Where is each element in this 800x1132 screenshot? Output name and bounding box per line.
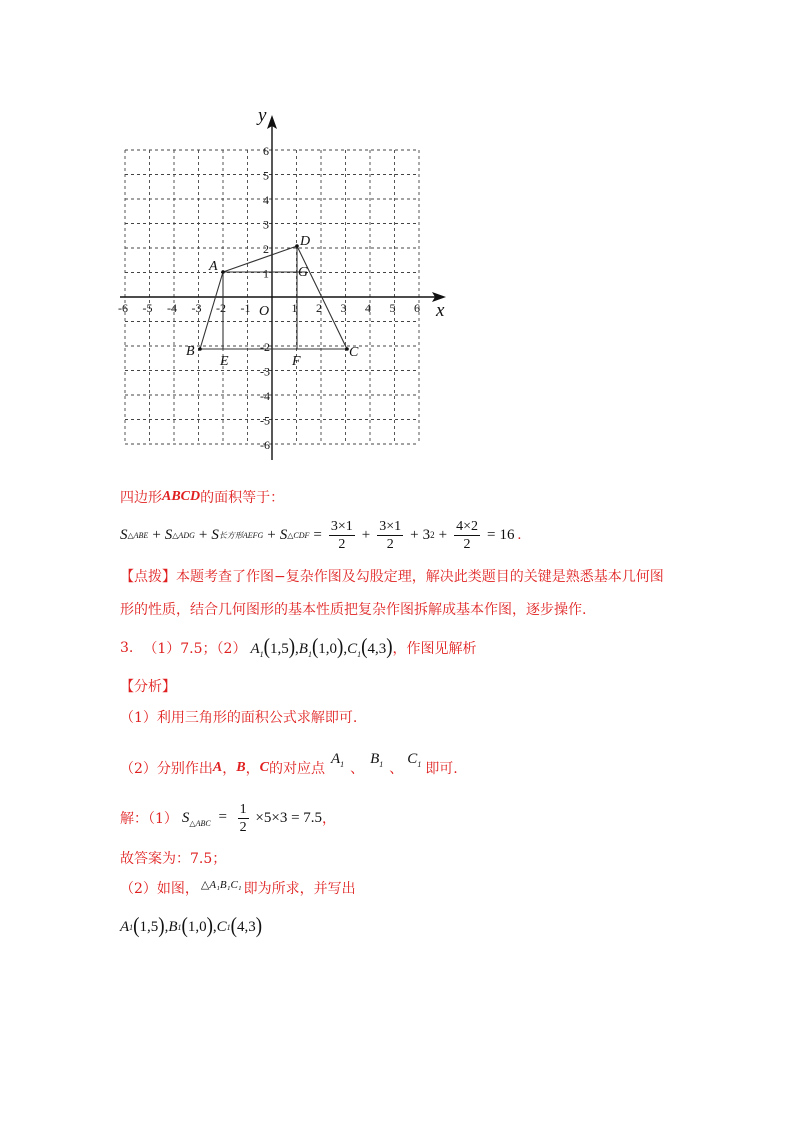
x-tick-label: -1 bbox=[240, 301, 251, 315]
axes bbox=[120, 105, 446, 460]
tick-labels bbox=[118, 144, 420, 452]
solution-fraction bbox=[238, 801, 249, 836]
point-a bbox=[221, 270, 225, 274]
area-symbol-2: S bbox=[164, 526, 173, 543]
answer-text: 故答案为：7.5； bbox=[120, 851, 227, 867]
solution-frac-num: 1 bbox=[239, 801, 247, 817]
area-sub-4: △CDF bbox=[287, 530, 310, 540]
part-2-post: 即为所求，并写出 bbox=[243, 881, 356, 897]
fraction-4-num: 4×2 bbox=[456, 518, 478, 534]
analysis-2-sep-1: ， bbox=[222, 761, 237, 777]
area-symbol-3: S bbox=[211, 526, 219, 543]
coord-a1-sub: 1 bbox=[259, 650, 264, 659]
equals-2: = bbox=[487, 526, 496, 543]
analysis-2-sep-2: ， bbox=[245, 761, 260, 777]
label-a: A bbox=[209, 259, 218, 274]
label-f: F bbox=[292, 354, 301, 369]
x-axis-label: x bbox=[436, 300, 445, 321]
coordinate-grid-figure bbox=[0, 0, 800, 470]
fraction-2-num: 3×1 bbox=[379, 518, 402, 534]
analysis-2-c1-letter: C bbox=[407, 751, 418, 767]
question-3-tail: ，作图见解析 bbox=[392, 641, 477, 657]
plus-6: + bbox=[438, 526, 448, 543]
y-tick-label: -4 bbox=[260, 389, 270, 403]
x-tick-label: -2 bbox=[216, 301, 226, 315]
coord-c1-sub: 1 bbox=[357, 650, 362, 659]
final-a1-sub: 1 bbox=[129, 922, 134, 932]
part-2-pre: （2）如图， bbox=[120, 881, 199, 897]
y-tick-label: 2 bbox=[263, 242, 269, 256]
analysis-2-end: 即可. bbox=[425, 761, 458, 777]
solution-end: ， bbox=[322, 811, 337, 827]
coord-b1: B bbox=[298, 641, 308, 657]
x-tick-label: 6 bbox=[414, 301, 420, 315]
analysis-2-c1 bbox=[407, 751, 421, 769]
solution-frac-den: 2 bbox=[239, 819, 247, 835]
question-3-answer bbox=[120, 631, 477, 665]
origin-label: O bbox=[259, 304, 270, 319]
plus-5: + bbox=[410, 526, 419, 543]
hint-line-1 bbox=[120, 562, 664, 590]
fraction-4 bbox=[454, 518, 480, 553]
analysis-title-text: 【分析】 bbox=[120, 679, 176, 695]
x-tick-label: 1 bbox=[291, 301, 298, 315]
coords-line-1: $A_1(1,5),B_1(1,0),C_1(4,3)$ bbox=[250, 635, 393, 660]
analysis-2-pre: （2）分别作出 bbox=[120, 761, 213, 777]
y-tick-label: -6 bbox=[260, 438, 270, 452]
analysis-2-a1-letter: A bbox=[330, 751, 341, 767]
analysis-2-b: B bbox=[236, 760, 246, 775]
analysis-2-b1-letter: B bbox=[370, 751, 380, 767]
question-3-part1: （1）7.5；（2） bbox=[143, 641, 247, 657]
solution-pre: 解：（1） bbox=[120, 811, 178, 827]
coord-comma-2: , bbox=[343, 641, 348, 657]
term-3-exponent: 2 bbox=[430, 530, 435, 540]
x-tick-label: -4 bbox=[167, 301, 177, 315]
coord-a1: A bbox=[250, 641, 260, 657]
fraction-4-den: 2 bbox=[463, 536, 471, 552]
plus-4: + bbox=[361, 526, 371, 543]
hint-text-1: 【点拨】本题考查了作图−复杂作图及勾股定理，解决此类题目的关键是熟悉基本几何图 bbox=[120, 569, 664, 585]
area-sub-1: △ABE bbox=[127, 530, 149, 540]
analysis-2-a1 bbox=[331, 751, 344, 769]
y-tick-label: 4 bbox=[263, 193, 269, 207]
analysis-2-b1-sub: 1 bbox=[379, 760, 384, 769]
x-tick-label: -5 bbox=[142, 301, 153, 315]
analysis-text-1: （1）利用三角形的面积公式求解即可. bbox=[120, 710, 358, 726]
x-tick-label: 5 bbox=[389, 301, 396, 315]
analysis-2-a: A bbox=[212, 760, 223, 775]
solution-sub: △ABC bbox=[189, 818, 211, 828]
analysis-line-1 bbox=[120, 703, 357, 731]
area-end: . bbox=[517, 526, 522, 543]
final-b1-val: 1,0 bbox=[187, 918, 207, 935]
area-heading bbox=[120, 483, 284, 511]
coord-a1-val: 1,5 bbox=[269, 641, 289, 657]
label-g: G bbox=[298, 265, 309, 280]
area-heading-quad: ABCD bbox=[162, 489, 201, 504]
y-tick-label: 6 bbox=[263, 144, 269, 158]
x-tick-label: 2 bbox=[316, 301, 322, 315]
y-tick-label: -5 bbox=[260, 413, 270, 428]
coord-b1-val: 1,0 bbox=[318, 641, 338, 657]
final-b1-sub: 1 bbox=[177, 922, 182, 932]
x-tick-label: -3 bbox=[191, 301, 202, 315]
point-b bbox=[198, 347, 202, 351]
final-b1: B bbox=[168, 918, 178, 935]
part-2-triangle: △A₁B₁C₁ bbox=[200, 878, 242, 891]
hint-line-2 bbox=[120, 595, 586, 623]
fraction-1-den: 2 bbox=[338, 536, 346, 552]
solution-rest: ×5×3 = 7.5 bbox=[255, 809, 323, 826]
fraction-2-den: 2 bbox=[386, 536, 394, 552]
coord-c1-val: 4,3 bbox=[367, 641, 387, 657]
fraction-1 bbox=[329, 518, 355, 553]
coord-b1-sub: 1 bbox=[307, 650, 312, 659]
x-tick-label: -6 bbox=[118, 301, 128, 315]
y-tick-label: 5 bbox=[263, 168, 269, 183]
analysis-2-a1-sub: 1 bbox=[340, 760, 345, 769]
x-tick-label: 4 bbox=[365, 301, 371, 315]
y-tick-label: 1 bbox=[263, 266, 269, 281]
hint-text-2: 形的性质，结合几何图形的基本性质把复杂作图拆解成基本作图，逐步操作. bbox=[120, 602, 587, 618]
area-symbol-1: S bbox=[120, 526, 128, 543]
solution-line bbox=[120, 800, 336, 836]
final-comma-2: , bbox=[212, 918, 217, 935]
analysis-2-mid: 的对应点 bbox=[268, 761, 325, 777]
plus-2: + bbox=[198, 526, 208, 543]
final-c1-val: 4,3 bbox=[237, 918, 256, 935]
answer-line bbox=[120, 844, 226, 872]
analysis-2-c1-sub: 1 bbox=[417, 760, 422, 769]
area-heading-prefix: 四边形 bbox=[120, 490, 162, 506]
analysis-2-dun-1: 、 bbox=[350, 761, 365, 777]
final-comma-1: , bbox=[164, 918, 169, 935]
y-axis-label: y bbox=[258, 105, 267, 126]
term-3: 3 bbox=[422, 526, 431, 543]
fraction-2 bbox=[377, 518, 403, 553]
solution-eq: = bbox=[218, 809, 227, 826]
fraction-1-num: 3×1 bbox=[330, 518, 353, 534]
equals-1: = bbox=[313, 526, 322, 543]
area-sub-3: 长方形AEFG bbox=[218, 530, 264, 540]
y-tick-label: 3 bbox=[263, 217, 269, 232]
solution-s: S bbox=[181, 809, 190, 826]
question-number: 3. bbox=[120, 640, 134, 656]
label-d: D bbox=[300, 234, 311, 249]
coord-comma-1: , bbox=[295, 641, 299, 657]
coord-c1: C bbox=[347, 641, 358, 657]
final-c1: C bbox=[216, 918, 227, 935]
final-c1-sub: 1 bbox=[226, 922, 231, 932]
point-d bbox=[295, 244, 299, 248]
coords-final: A 1 ( 1,5 ) , B 1 ( 1,0 ) , C 1 ( 4,3 ) bbox=[120, 914, 263, 939]
analysis-2-c: C bbox=[259, 760, 269, 775]
analysis-2-dun-2: 、 bbox=[389, 761, 404, 777]
analysis-line-2 bbox=[120, 751, 458, 782]
final-a1-val: 1,5 bbox=[139, 918, 159, 935]
area-formula bbox=[120, 518, 521, 552]
area-symbol-4: S bbox=[279, 526, 288, 543]
final-a1: A bbox=[120, 918, 130, 935]
y-tick-label: -3 bbox=[260, 364, 270, 379]
y-tick-label: -2 bbox=[260, 340, 270, 354]
label-e: E bbox=[220, 354, 229, 369]
x-tick-label: 3 bbox=[340, 301, 347, 315]
area-result: 16 bbox=[499, 526, 515, 543]
analysis-title bbox=[120, 672, 176, 700]
analysis-2-b1 bbox=[370, 751, 383, 769]
plus-1: + bbox=[152, 526, 161, 543]
label-c: C bbox=[349, 345, 359, 360]
area-sub-2: △ADG bbox=[172, 530, 195, 540]
plus-3: + bbox=[267, 526, 276, 543]
solution-formula bbox=[182, 801, 322, 836]
label-b: B bbox=[186, 344, 195, 359]
area-heading-suffix: 的面积等于： bbox=[200, 490, 285, 506]
part-2-line bbox=[120, 874, 356, 902]
